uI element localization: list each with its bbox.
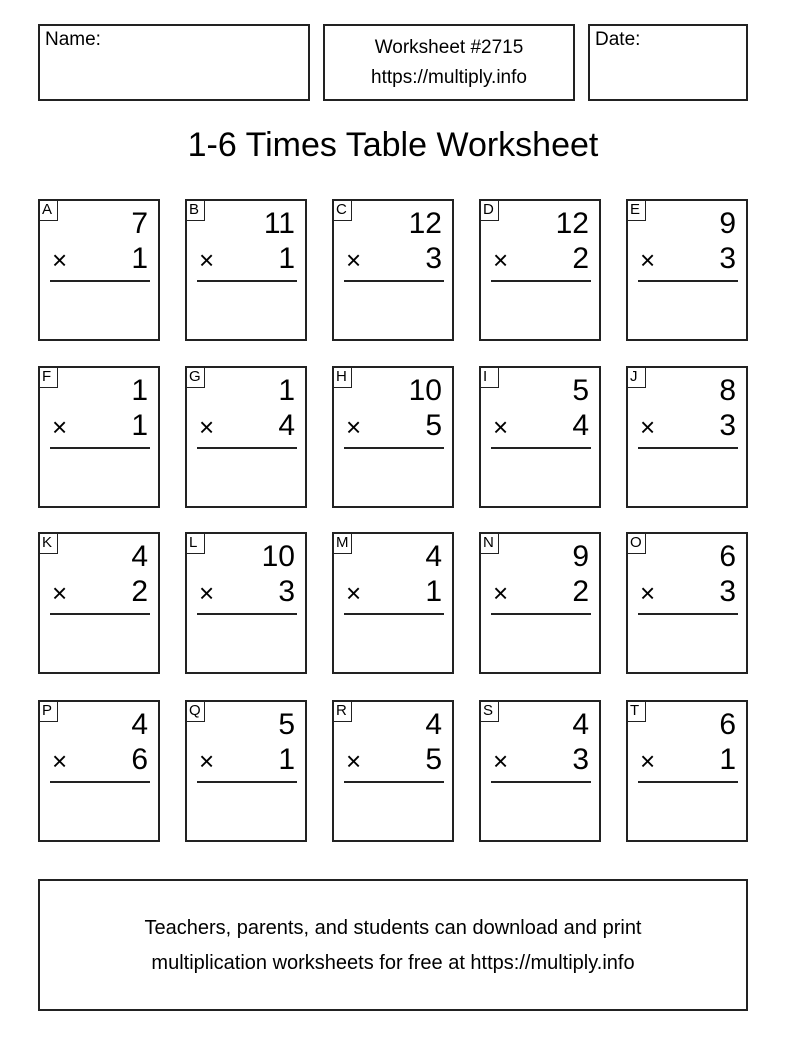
multiplicand: 9 <box>719 207 736 240</box>
answer-line <box>344 781 444 783</box>
answer-area[interactable] <box>481 618 599 672</box>
multiplier: 1 <box>278 242 295 275</box>
multiplicand: 1 <box>131 374 148 407</box>
problem-letter: E <box>626 199 646 221</box>
problem-card <box>332 700 454 842</box>
answer-area[interactable] <box>628 285 746 339</box>
multiplier: 2 <box>131 575 148 608</box>
problem-letter: A <box>38 199 58 221</box>
multiplicand: 5 <box>278 708 295 741</box>
times-sign: × <box>346 578 362 608</box>
page-title: 1-6 Times Table Worksheet <box>187 126 599 164</box>
problem-card <box>38 532 160 674</box>
multiplicand: 10 <box>261 540 295 573</box>
times-sign: × <box>199 746 215 776</box>
answer-line <box>50 781 150 783</box>
times-sign: × <box>640 578 656 608</box>
answer-line <box>638 613 738 615</box>
problem-card <box>626 199 748 341</box>
problem-letter: R <box>332 700 352 722</box>
problem-card <box>626 366 748 508</box>
times-sign: × <box>493 578 509 608</box>
multiplier: 5 <box>425 743 442 776</box>
problem-letter: Q <box>185 700 205 722</box>
problem-letter: J <box>626 366 646 388</box>
multiplicand: 9 <box>572 540 589 573</box>
answer-area[interactable] <box>334 618 452 672</box>
problem-letter: T <box>626 700 646 722</box>
multiplicand: 5 <box>572 374 589 407</box>
times-sign: × <box>640 746 656 776</box>
times-sign: × <box>52 245 68 275</box>
multiplicand: 12 <box>408 207 442 240</box>
answer-line <box>197 280 297 282</box>
multiplier: 2 <box>572 575 589 608</box>
answer-line <box>197 447 297 449</box>
answer-area[interactable] <box>481 452 599 506</box>
times-sign: × <box>640 412 656 442</box>
worksheet-number: Worksheet #2715 <box>374 37 524 58</box>
times-sign: × <box>346 412 362 442</box>
problem-card <box>332 532 454 674</box>
answer-area[interactable] <box>628 786 746 840</box>
answer-line <box>344 280 444 282</box>
multiplicand: 4 <box>425 540 442 573</box>
times-sign: × <box>199 578 215 608</box>
multiplicand: 4 <box>425 708 442 741</box>
multiplier: 1 <box>425 575 442 608</box>
problem-card <box>479 700 601 842</box>
problem-card <box>185 532 307 674</box>
problem-letter: S <box>479 700 499 722</box>
worksheet-info-box <box>323 24 575 101</box>
multiplicand: 7 <box>131 207 148 240</box>
answer-area[interactable] <box>40 452 158 506</box>
problem-letter: B <box>185 199 205 221</box>
times-sign: × <box>493 245 509 275</box>
problem-letter: M <box>332 532 352 554</box>
answer-area[interactable] <box>481 786 599 840</box>
date-field[interactable] <box>588 24 748 101</box>
multiplicand: 12 <box>555 207 589 240</box>
multiplicand: 10 <box>408 374 442 407</box>
problem-letter: O <box>626 532 646 554</box>
problem-card <box>479 532 601 674</box>
multiplicand: 6 <box>719 540 736 573</box>
multiplicand: 11 <box>263 207 295 240</box>
times-sign: × <box>493 412 509 442</box>
multiplicand: 4 <box>131 540 148 573</box>
answer-line <box>50 447 150 449</box>
name-label: Name: <box>45 29 101 50</box>
answer-area[interactable] <box>187 618 305 672</box>
times-sign: × <box>52 412 68 442</box>
problem-letter: L <box>185 532 205 554</box>
answer-area[interactable] <box>40 618 158 672</box>
answer-line <box>491 447 591 449</box>
times-sign: × <box>346 746 362 776</box>
multiplier: 5 <box>425 409 442 442</box>
name-field[interactable] <box>38 24 310 101</box>
answer-line <box>638 280 738 282</box>
footer-box <box>38 879 748 1011</box>
footer-text-line-1: Teachers, parents, and students can download and print <box>144 917 642 939</box>
answer-area[interactable] <box>334 786 452 840</box>
answer-area[interactable] <box>334 285 452 339</box>
answer-area[interactable] <box>40 786 158 840</box>
answer-area[interactable] <box>40 285 158 339</box>
problem-letter: P <box>38 700 58 722</box>
worksheet-url: https://multiply.info <box>371 67 527 88</box>
answer-area[interactable] <box>187 786 305 840</box>
problem-card <box>185 199 307 341</box>
answer-line <box>344 613 444 615</box>
problem-letter: I <box>479 366 499 388</box>
answer-line <box>50 613 150 615</box>
times-sign: × <box>199 412 215 442</box>
answer-area[interactable] <box>334 452 452 506</box>
multiplier: 3 <box>278 575 295 608</box>
multiplicand: 6 <box>719 708 736 741</box>
multiplier: 4 <box>278 409 295 442</box>
problem-letter: G <box>185 366 205 388</box>
answer-line <box>197 613 297 615</box>
answer-line <box>344 447 444 449</box>
times-sign: × <box>346 245 362 275</box>
problem-card <box>479 199 601 341</box>
multiplier: 6 <box>131 743 148 776</box>
times-sign: × <box>52 578 68 608</box>
problem-letter: N <box>479 532 499 554</box>
problem-letter: C <box>332 199 352 221</box>
problem-card <box>626 700 748 842</box>
multiplier: 1 <box>719 743 736 776</box>
multiplier: 3 <box>719 409 736 442</box>
answer-area[interactable] <box>481 285 599 339</box>
times-sign: × <box>52 746 68 776</box>
multiplicand: 8 <box>719 374 736 407</box>
answer-area[interactable] <box>187 452 305 506</box>
multiplier: 3 <box>425 242 442 275</box>
problem-card <box>479 366 601 508</box>
answer-area[interactable] <box>628 452 746 506</box>
answer-area[interactable] <box>628 618 746 672</box>
problem-letter: F <box>38 366 58 388</box>
multiplicand: 4 <box>572 708 589 741</box>
multiplier: 1 <box>131 242 148 275</box>
multiplier: 1 <box>131 409 148 442</box>
multiplier: 1 <box>278 743 295 776</box>
problem-card <box>38 199 160 341</box>
problem-card <box>38 700 160 842</box>
answer-line <box>638 447 738 449</box>
answer-line <box>50 280 150 282</box>
answer-line <box>491 781 591 783</box>
problem-letter: H <box>332 366 352 388</box>
answer-line <box>491 280 591 282</box>
problem-card <box>185 366 307 508</box>
answer-line <box>491 613 591 615</box>
problem-card <box>332 199 454 341</box>
multiplier: 2 <box>572 242 589 275</box>
times-sign: × <box>640 245 656 275</box>
footer-text-line-2: multiplication worksheets for free at https://multiply.info <box>151 952 635 974</box>
multiplier: 3 <box>572 743 589 776</box>
multiplier: 4 <box>572 409 589 442</box>
problem-card <box>626 532 748 674</box>
problem-letter: K <box>38 532 58 554</box>
answer-line <box>197 781 297 783</box>
times-sign: × <box>199 245 215 275</box>
multiplicand: 4 <box>131 708 148 741</box>
answer-area[interactable] <box>187 285 305 339</box>
problem-card <box>38 366 160 508</box>
multiplier: 3 <box>719 575 736 608</box>
date-label: Date: <box>595 29 641 50</box>
problem-card <box>185 700 307 842</box>
problem-letter: D <box>479 199 499 221</box>
multiplicand: 1 <box>278 374 295 407</box>
answer-line <box>638 781 738 783</box>
times-sign: × <box>493 746 509 776</box>
multiplier: 3 <box>719 242 736 275</box>
problem-card <box>332 366 454 508</box>
